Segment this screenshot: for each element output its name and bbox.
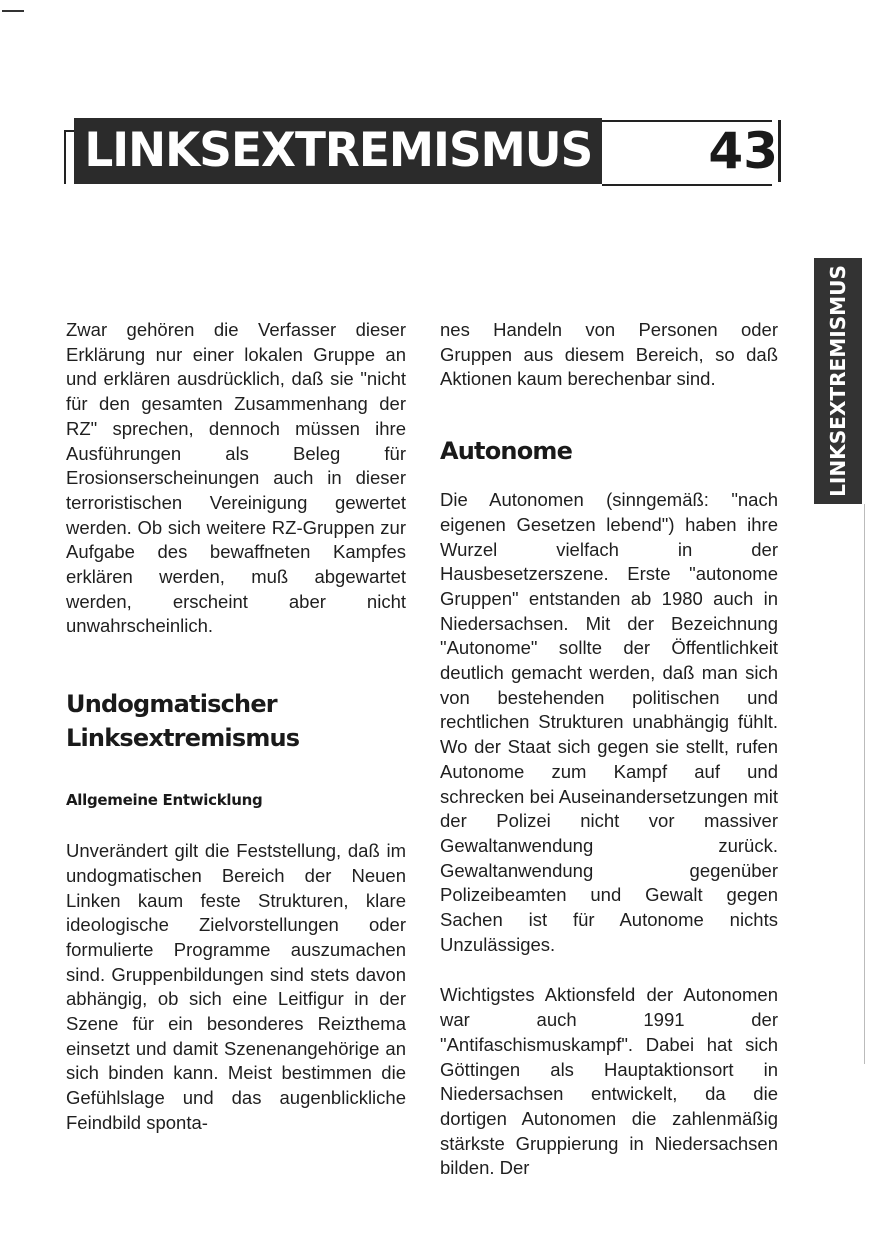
header-right-bracket bbox=[772, 120, 781, 182]
intro-paragraph: Zwar gehören die Verfasser dieser Erklärung nur einer lokalen Gruppe an und erklären ausdrücklich, daß sie "nicht für den gesamten Zusammenhang der RZ" sprechen, dennoch müssen ihre Ausführungen als Beleg für Erosionserscheinungen auch in dieser terroristischen Vereinigung gewertet werden. Ob sich weitere RZ-Gruppen zur Aufgabe des bewaffneten Kampfes erklären werden, muß abgewartet werden, erscheint aber nicht unwahrscheinlich. bbox=[66, 319, 406, 637]
body-paragraph: Unverändert gilt die Feststellung, daß im undogmatischen Bereich der Neuen Linken kaum feste Strukturen, klare ideologische Zielvorstellungen oder formulierte Programme auszumachen sind. Gruppenbildungen sind stets davon abhängig, ob sich eine Leitfigur in der Szene für ein besonderes Reizthema einsetzt und damit Szenenangehörige an sich binden kann. Meist bestimmen die Gefühlslage und das augenblickliche Feindbild sponta- bbox=[66, 840, 406, 1133]
left-column bbox=[66, 318, 406, 1136]
continued-paragraph: nes Handeln von Personen oder Gruppen aus diesem Bereich, so daß Aktionen kaum berechenbar sind. bbox=[440, 319, 778, 390]
page-header bbox=[64, 118, 778, 186]
section-heading-autonome: Autonome bbox=[440, 437, 573, 466]
page-number: 43 bbox=[708, 122, 778, 180]
chapter-title: LINKSEXTREMISMUS bbox=[74, 118, 602, 184]
header-left-bracket bbox=[64, 130, 74, 184]
right-column bbox=[440, 318, 778, 1181]
corner-crop-mark bbox=[2, 10, 24, 12]
section-heading-line1: Undogmatischer bbox=[66, 690, 277, 719]
subheading: Allgemeine Entwicklung bbox=[66, 791, 263, 810]
section-heading-line2: Linksextremismus bbox=[66, 724, 300, 753]
chapter-side-tab bbox=[814, 258, 862, 504]
side-tab-label: LINKSEXTREMISMUS bbox=[826, 265, 850, 497]
autonome-paragraph-1: Die Autonomen (sinngemäß: "nach eigenen Gesetzen lebend") haben ihre Wurzel vielfach in der Hausbesetzerszene. Erste "autonome Gruppen" entstanden ab 1980 auch in Niedersachsen. Mit der Bezeichnung "Autonome" sollte der Öffentlichkeit deutlich gemacht werden, daß man sich von bestehenden politischen und rechtlichen Strukturen unabhängig fühlt. Wo der Staat sich gegen sie stellt, rufen Autonome zum Kampf auf und schrecken bei Auseinandersetzungen mit der Polizei nicht vor massiver Gewaltanwendung zurück. Gewaltanwendung gegenüber Polizeibeamten und Gewalt gegen Sachen ist für Autonome nichts Unzulässiges. bbox=[440, 489, 778, 955]
margin-line bbox=[864, 504, 865, 1064]
autonome-paragraph-2: Wichtigstes Aktionsfeld der Autonomen war auch 1991 der "Antifaschismuskampf". Dabei hat sich Göttingen als Hauptaktionsort in Niedersachsen entwickelt, da die dortigen Autonomen die zahlenmäßig stärkste Gruppierung in Niedersachsen bilden. Der bbox=[440, 984, 778, 1179]
